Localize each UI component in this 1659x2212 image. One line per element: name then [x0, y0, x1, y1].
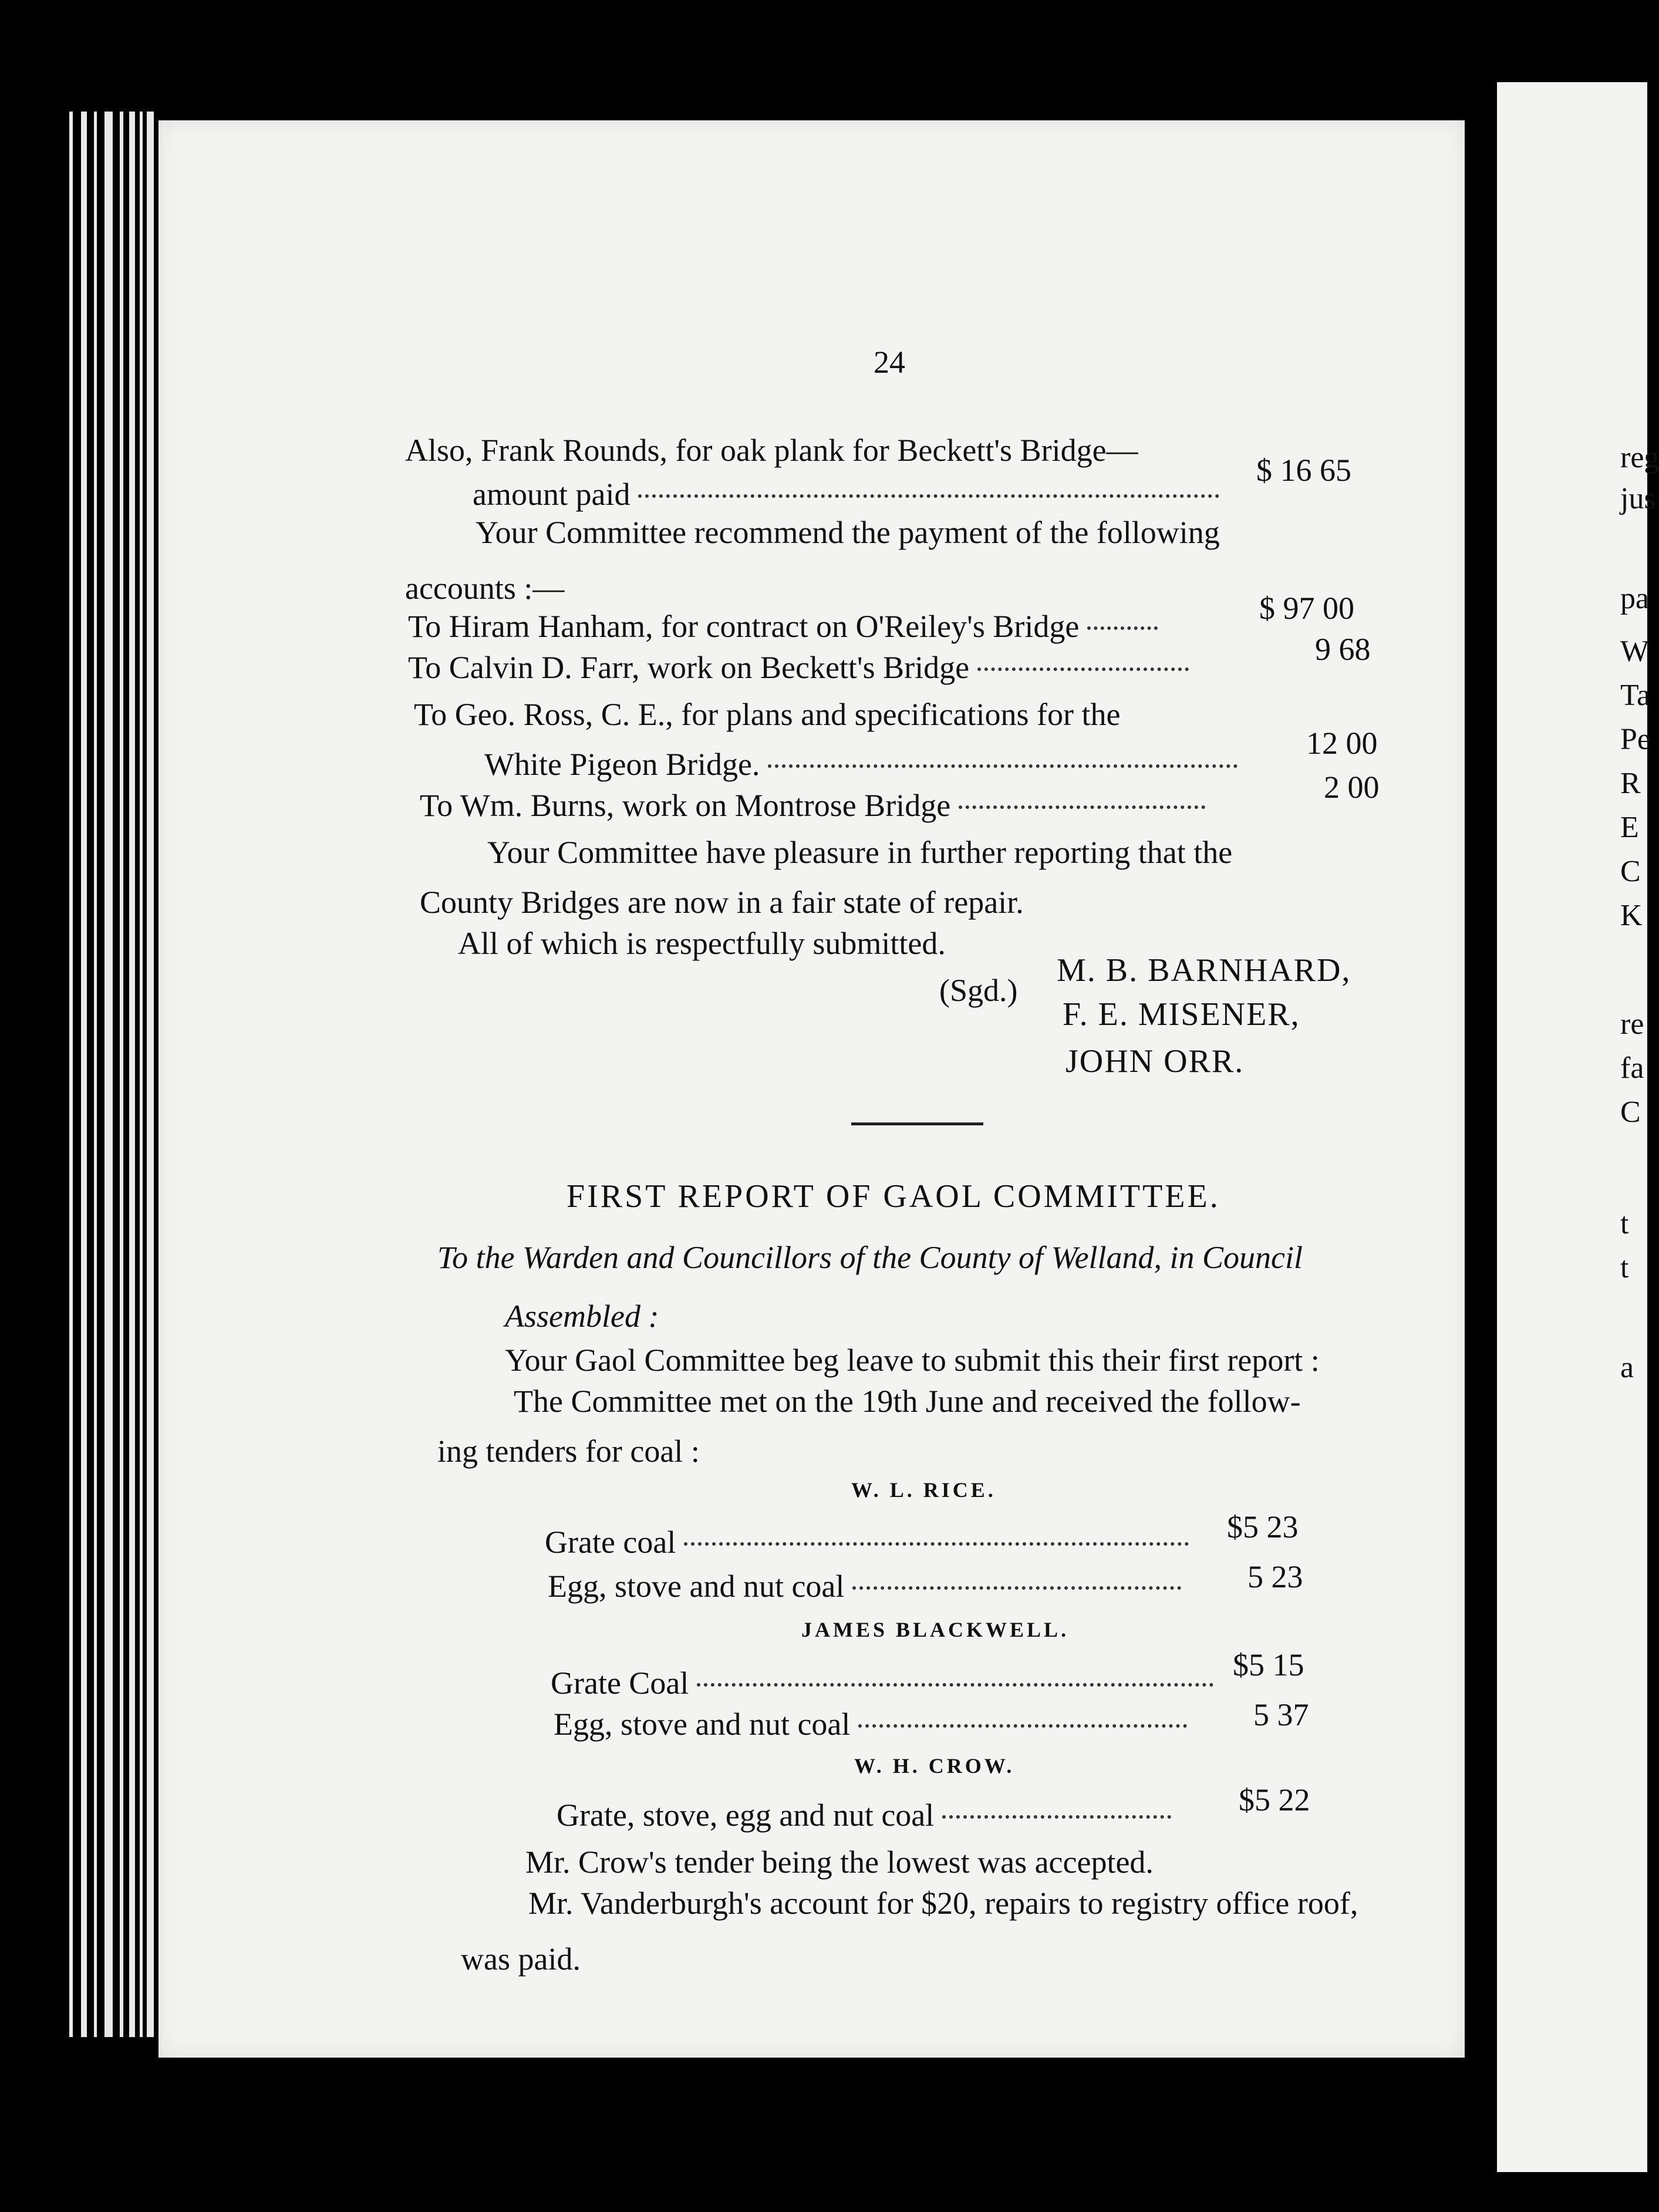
amount: 5 37: [1253, 1697, 1309, 1732]
facing-page-fragment: R: [1620, 767, 1641, 800]
facing-page-fragment: Ta: [1620, 679, 1651, 712]
signatory: M. B. BARNHARD,: [1057, 952, 1351, 989]
section-divider: [851, 1122, 983, 1125]
text-line: ing tenders for coal :: [437, 1434, 700, 1469]
text-line: County Bridges are now in a fair state of repair.: [420, 885, 1024, 920]
amount: $ 16 65: [1256, 453, 1351, 488]
account-line: [408, 611, 1166, 642]
facing-page-fragment: reg: [1620, 441, 1659, 474]
text-line: accounts :—: [405, 571, 565, 606]
section-heading: FIRST REPORT OF GAOL COMMITTEE.: [567, 1178, 1220, 1215]
amount: 9 68: [1315, 632, 1371, 667]
account-line: [420, 790, 1213, 821]
signatory: JOHN ORR.: [1065, 1043, 1245, 1080]
tender-line: [545, 1526, 1197, 1558]
text-line: Your Gaol Committee beg leave to submit this their first report :: [505, 1343, 1320, 1378]
tender-item: Grate, stove, egg and nut coal: [557, 1798, 935, 1833]
tender-item: Egg, stove and nut coal: [554, 1707, 851, 1742]
amount: 12 00: [1306, 726, 1378, 761]
address-line: To the Warden and Councillors of the County of Welland, in Council: [437, 1240, 1303, 1275]
tender-name: W. L. RICE.: [851, 1478, 996, 1502]
amount: $ 97 00: [1259, 591, 1354, 626]
tender-line: [551, 1667, 1222, 1699]
tender-item: Egg, stove and nut coal: [548, 1569, 845, 1604]
tender-name: JAMES BLACKWELL.: [801, 1618, 1070, 1641]
text-line: All of which is respectfully submitted.: [458, 926, 946, 961]
facing-page-fragment: t: [1620, 1251, 1629, 1284]
tender-line: [548, 1570, 1189, 1602]
amount: $5 22: [1239, 1782, 1310, 1818]
account-text: To Hiram Hanham, for contract on O'Reiley's Bridge: [408, 609, 1080, 644]
text-line: Your Committee recommend the payment of the following: [476, 515, 1220, 550]
address-line: Assembled :: [505, 1299, 659, 1334]
text-line: was paid.: [461, 1941, 581, 1977]
facing-page-fragment: fa: [1620, 1051, 1644, 1085]
tender-name: W. H. CROW.: [854, 1754, 1015, 1778]
account-line: To Geo. Ross, C. E., for plans and specifications for the: [414, 697, 1121, 732]
text-line: Mr. Vanderburgh's account for $20, repairs to registry office roof,: [528, 1886, 1358, 1921]
text-line: Your Committee have pleasure in further reporting that the: [487, 835, 1233, 870]
facing-page-fragment: t: [1620, 1207, 1629, 1240]
facing-page-fragment: Pe: [1620, 723, 1651, 756]
book-page: [159, 120, 1465, 2058]
facing-page-fragment: pa: [1620, 582, 1650, 615]
sgd-label: (Sgd.): [939, 973, 1018, 1008]
facing-page-fragment: K: [1620, 899, 1643, 932]
text-line: Also, Frank Rounds, for oak plank for Beckett's Bridge—: [405, 433, 1138, 468]
amount: 2 00: [1324, 770, 1380, 805]
amount: $5 23: [1227, 1509, 1299, 1545]
facing-page-fragment: C: [1620, 855, 1641, 888]
tender-line: [554, 1708, 1195, 1740]
amount: 5 23: [1247, 1559, 1303, 1594]
signatory: F. E. MISENER,: [1063, 996, 1300, 1033]
amount: $5 15: [1233, 1647, 1304, 1682]
account-text: White Pigeon Bridge.: [484, 747, 760, 782]
facing-page-fragment: W: [1620, 635, 1650, 668]
account-line: [408, 652, 1197, 683]
text-line: The Committee met on the 19th June and received the follow-: [514, 1384, 1301, 1419]
facing-page-fragment: C: [1620, 1095, 1641, 1129]
tender-item: Grate coal: [545, 1525, 676, 1560]
text-line: [473, 478, 1228, 510]
account-line: [484, 748, 1246, 780]
tender-line: [557, 1799, 1179, 1831]
facing-page-fragment: jus: [1620, 482, 1656, 515]
facing-page-fragment: E: [1620, 811, 1639, 844]
account-text: To Wm. Burns, work on Montrose Bridge: [420, 788, 951, 823]
account-text: To Calvin D. Farr, work on Beckett's Bridge: [408, 650, 970, 685]
text-fragment: amount paid: [473, 477, 630, 512]
page-number: 24: [874, 345, 905, 380]
tender-item: Grate Coal: [551, 1665, 689, 1701]
page-edges: [63, 112, 163, 2037]
facing-page-fragment: a: [1620, 1351, 1634, 1384]
text-line: Mr. Crow's tender being the lowest was accepted.: [525, 1845, 1154, 1880]
facing-page-fragment: re: [1620, 1007, 1644, 1041]
